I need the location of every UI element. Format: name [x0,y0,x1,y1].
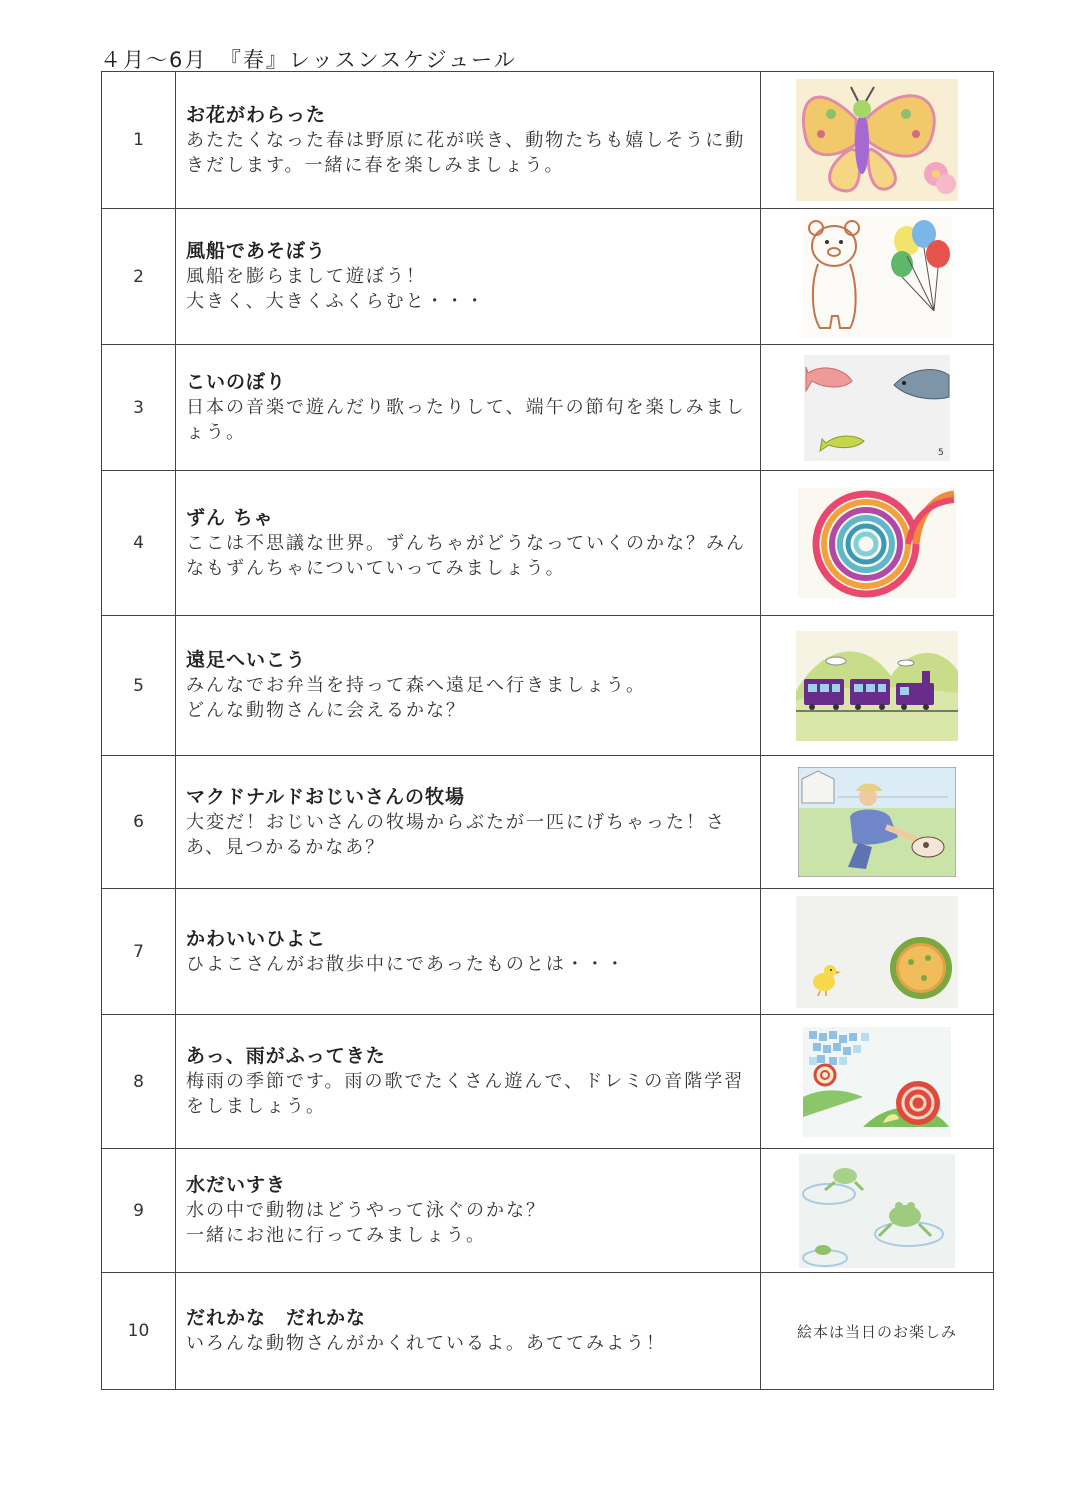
lesson-title: だれかな だれかな [186,1307,367,1329]
frogs-pond-illustration [799,1154,955,1268]
lesson-description [176,345,761,471]
lesson-description [176,72,761,209]
lesson-row [102,209,994,345]
lesson-title: ずん ちゃ [186,506,274,529]
lesson-number: 10 [102,1273,176,1390]
lesson-text: 日本の音楽で遊んだり歌ったりして、端午の節句を楽しみましょう。 [186,397,746,443]
lesson-row [102,1015,994,1149]
lesson-text: いろんな動物さんがかくれているよ。あててみよう！ [186,1333,666,1354]
bear-balloons-illustration [802,216,952,338]
image-page-number: 5 [938,447,944,458]
lesson-title: かわいいひよこ [186,927,327,950]
lesson-row [102,889,994,1015]
lesson-title: 水だいすき [186,1174,287,1196]
lesson-description [176,1015,761,1149]
lesson-row [102,616,994,756]
lesson-number: 2 [102,209,176,345]
lesson-image-cell [761,756,994,889]
lesson-text: みんなでお弁当を持って森へ遠足へ行きましょう。 どんな動物さんに会えるかな？ [186,675,646,721]
carp-fish-illustration [804,355,950,461]
lesson-title: あっ、雨がふってきた [186,1045,386,1067]
lesson-row [102,72,994,209]
lesson-text: 風船を膨らまして遊ぼう！ 大きく、大きくふくらむと・・・ [186,266,486,312]
lesson-text: 梅雨の季節です。雨の歌でたくさん遊んで、ドレミの音階学習をしましょう。 [186,1071,745,1117]
lesson-description [176,209,761,345]
lesson-row [102,756,994,889]
butterfly-illustration [796,79,958,201]
lesson-title: マクドナルドおじいさんの牧場 [186,785,466,808]
lesson-image-cell [761,72,994,209]
lesson-image-cell [761,471,994,616]
page-title: ４月～6月 『春』レッスンスケジュール [100,48,517,72]
lesson-description [176,889,761,1015]
rainbow-spiral-illustration [798,488,956,598]
lesson-row [102,1273,994,1390]
lesson-row [102,471,994,616]
lesson-number: 6 [102,756,176,889]
lesson-number: 1 [102,72,176,209]
lesson-title: こいのぼり [186,371,287,393]
lesson-text: 大変だ！おじいさんの牧場からぶたが一匹にげちゃった！さあ、見つかるかなあ？ [186,811,726,858]
lesson-image-cell [761,1273,994,1390]
lesson-text: 水の中で動物はどうやって泳ぐのかな？ 一緒にお池に行ってみましょう。 [186,1200,546,1246]
lesson-number: 5 [102,616,176,756]
lesson-description [176,471,761,616]
lesson-description [176,1273,761,1390]
lesson-image-cell [761,1015,994,1149]
lesson-text: あたたくなった春は野原に花が咲き、動物たちも嬉しそうに動きだします。一緒に春を楽しみましょう。 [186,129,746,176]
lesson-number: 9 [102,1149,176,1273]
lesson-image-cell [761,889,994,1015]
lesson-number: 4 [102,471,176,616]
lesson-schedule-table [101,71,994,1390]
lesson-description [176,1149,761,1273]
lesson-image-cell [761,345,994,471]
lesson-title: お花がわらった [186,103,327,126]
lesson-description [176,756,761,889]
lesson-image-cell [761,1149,994,1273]
lesson-row [102,345,994,471]
lesson-title: 遠足へいこう [186,649,307,671]
train-mountains-illustration [796,631,958,741]
lesson-row [102,1149,994,1273]
lesson-image-cell [761,209,994,345]
lesson-text: ひよこさんがお散歩中にであったものとは・・・ [186,953,626,975]
lesson-number: 7 [102,889,176,1015]
lesson-number: 3 [102,345,176,471]
chick-melon-illustration [796,896,958,1008]
lesson-number: 8 [102,1015,176,1149]
lesson-title: 風船であそぼう [186,240,327,262]
lesson-description [176,616,761,756]
snails-hydrangea-illustration [803,1027,951,1137]
picture-book-note: 絵本は当日のお楽しみ [796,1322,957,1341]
farmer-pig-illustration [798,767,956,877]
lesson-image-cell [761,616,994,756]
lesson-text: ここは不思議な世界。ずんちゃがどうなっていくのかな？みんなもずんちゃについていってみましょう。 [186,532,746,579]
